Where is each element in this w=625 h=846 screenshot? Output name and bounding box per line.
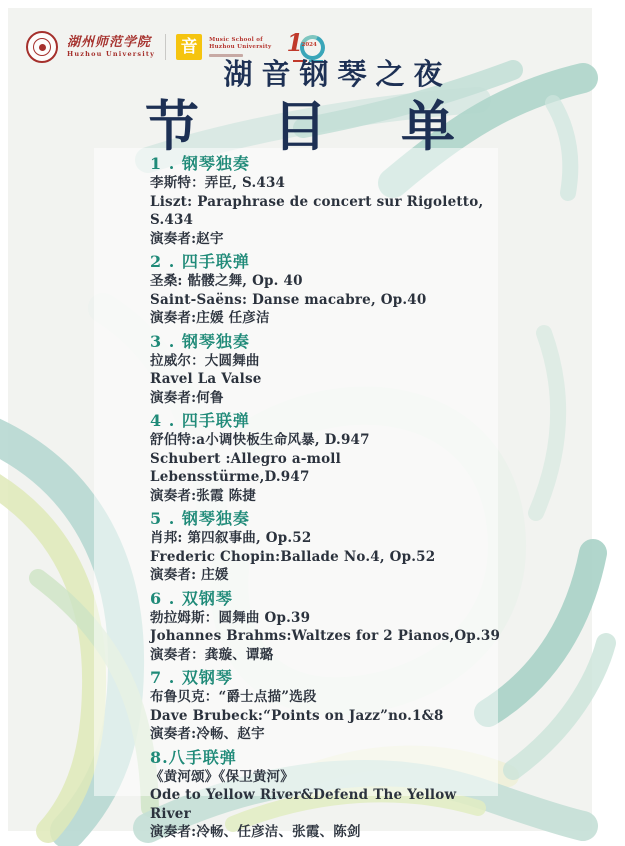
program-item-title: 1 . 钢琴独奏 [150, 154, 250, 173]
music-school-caption-line1: Music School of [209, 36, 263, 43]
program-poster [8, 8, 592, 840]
program-item-title: 5 . 钢琴独奏 [150, 509, 250, 528]
program-item [150, 509, 502, 585]
piece-title-en: Ravel La Valse [150, 371, 262, 387]
program-item-title: 6 . 双钢琴 [150, 588, 233, 608]
program-item [150, 589, 502, 665]
performers: 演奏者:张霞 陈捷 [150, 487, 256, 504]
program-item [150, 411, 502, 505]
music-glyph: 音 [180, 36, 198, 57]
performers: 演奏者：龚璇、谭璐 [150, 646, 274, 663]
program-item-title: 7 . 双钢琴 [150, 668, 233, 687]
program-item-title: 8.八手联弹 [150, 747, 237, 767]
program-item-title: 3 . 钢琴独奏 [150, 331, 250, 351]
piece-title-cn: 勃拉姆斯：圆舞曲 Op.39 [150, 609, 311, 626]
program-item [150, 332, 502, 408]
program-item-title: 2 . 四手联弹 [150, 252, 250, 271]
piece-title-cn: 肖邦: 第四叙事曲, Op.52 [150, 530, 312, 546]
piece-title-cn: 舒伯特:a小调快板生命风暴, D.947 [150, 432, 370, 448]
music-school-caption-line2: Huzhou University [209, 44, 272, 50]
performers: 演奏者:庄媛 任彦洁 [150, 310, 270, 326]
program-list [150, 154, 502, 846]
piece-title-en: Schubert :Allegro a-moll Lebensstürme,D.947 [150, 450, 341, 485]
performers: 演奏者:赵宇 [150, 230, 224, 247]
piece-title-cn: 《黄河颂》《保卫黄河》 [150, 768, 294, 785]
piece-title-en: Ode to Yellow River&Defend The Yellow River [150, 787, 457, 822]
piece-title-cn: 李斯特：弄臣, S.434 [150, 175, 286, 191]
program-item [150, 748, 502, 842]
program-item [150, 154, 502, 248]
piece-title-cn: 拉威尔：大圆舞曲 [150, 352, 260, 369]
piece-title-cn: 圣桑: 骷髅之舞, Op. 40 [150, 273, 303, 289]
program-item [150, 668, 502, 744]
piece-title-en: Liszt: Paraphrase de concert sur Rigoletto, S.434 [150, 193, 484, 228]
piece-title-en: Johannes Brahms:Waltzes for 2 Pianos,Op.39 [150, 628, 501, 644]
performers: 演奏者:何鲁 [150, 389, 224, 406]
page-title: 节目单 [145, 94, 529, 158]
piece-title-cn: 布鲁贝克：“爵士点描”选段 [150, 689, 317, 705]
piece-title-en: Frederic Chopin:Ballade No.4, Op.52 [150, 548, 436, 565]
university-name-cn: 湖州师范学院 [67, 35, 152, 51]
piece-title-en: Saint-Saëns: Danse macabre, Op.40 [150, 291, 427, 308]
university-name-en: Huzhou University [67, 50, 156, 59]
program-item [150, 252, 502, 328]
anniversary-year: 2024 [301, 42, 317, 48]
piece-title-en: Dave Brubeck:“Points on Jazz”no.1&8 [150, 707, 444, 724]
program-item-title: 4 . 四手联弹 [150, 411, 250, 430]
event-subtitle: 湖音钢琴之夜 [223, 57, 452, 91]
anniversary-number-1: 1 [286, 28, 304, 57]
brush-stroke [536, 333, 558, 513]
performers: 演奏者:冷畅、赵宇 [150, 726, 265, 742]
performers: 演奏者:冷畅、任彦洁、张霞、陈剑 [150, 824, 361, 840]
performers: 演奏者: 庄媛 [150, 567, 229, 583]
